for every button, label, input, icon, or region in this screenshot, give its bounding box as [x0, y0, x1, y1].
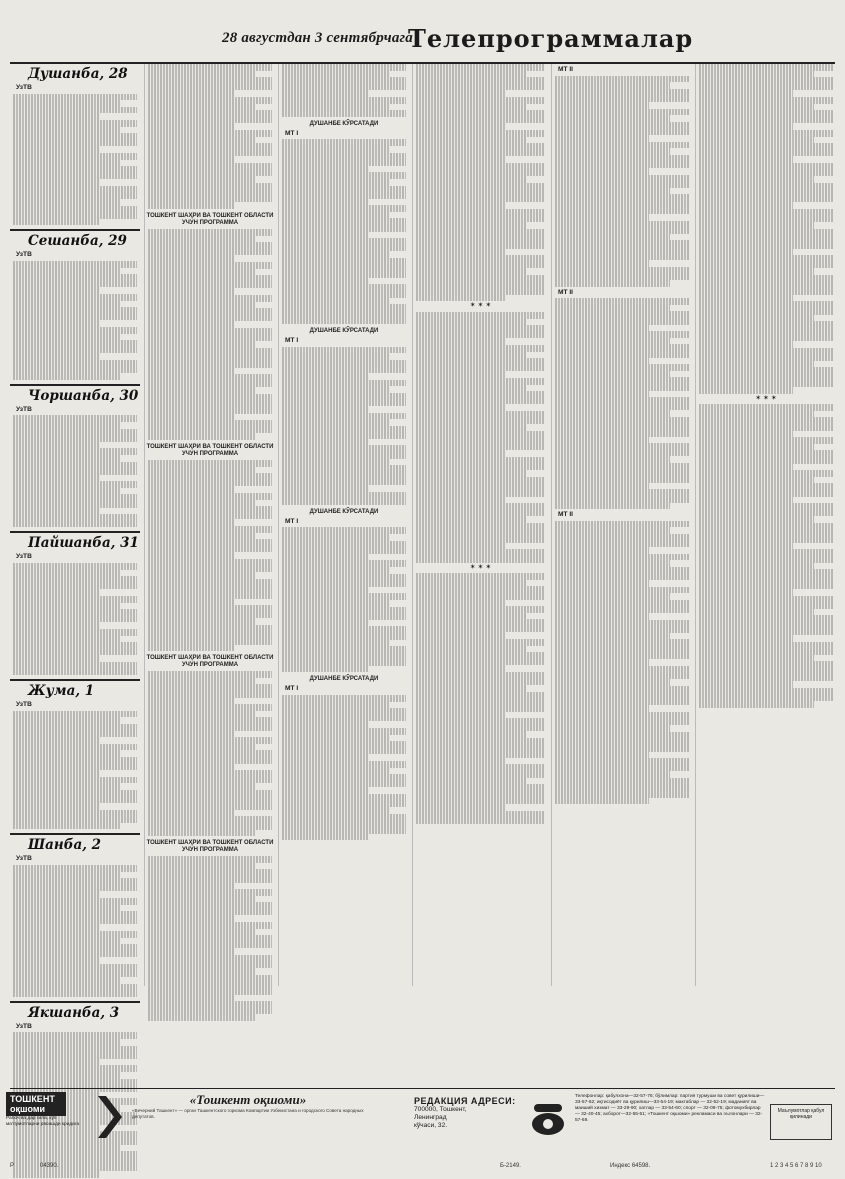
column-6 [695, 64, 836, 986]
program-list [279, 347, 409, 505]
day-heading: Якшанба, 3 [28, 1004, 120, 1021]
redaction-heading: РЕДАКЦИЯ АДРЕСИ: [414, 1096, 516, 1106]
header-title: Телепрограммалар [408, 24, 694, 53]
arrow-icon [96, 1092, 124, 1142]
program-list [10, 94, 140, 226]
paper-logo [6, 1092, 86, 1148]
program-list [552, 298, 692, 509]
section-heading: ДУШАНБЕ КЎРСАТАДИ [309, 120, 379, 127]
star-separator: ✶ ✶ ✶ [755, 394, 777, 402]
page-header [10, 22, 835, 64]
day-heading: Жума, 1 [28, 683, 95, 700]
program-list [279, 527, 409, 672]
column-4 [412, 64, 548, 986]
channel-label: УзТВ [16, 1022, 32, 1030]
program-list [279, 139, 409, 324]
telephone-icon [528, 1098, 568, 1138]
program-list [145, 856, 275, 1021]
section-heading: ТОШКЕНТ ШАҲРИ ВА ТОШКЕНТ ОБЛАСТИ УЧУН ПРОГРАММА [146, 444, 274, 458]
paper-description: «Вечерний Ташкент» — орган Ташкентского горкома Компартии Узбекистана и городского Совета народных депутатов. [132, 1108, 364, 1119]
channel-label: МТ II [558, 511, 574, 519]
program-list [10, 563, 140, 675]
channel-label: УзТВ [16, 553, 32, 561]
column-3 [278, 64, 409, 986]
day-heading: Чоршанба, 30 [28, 387, 139, 404]
channel-label: МТ I [285, 685, 299, 693]
channel-label: УзТВ [16, 84, 32, 91]
program-list [10, 865, 140, 997]
page-footer [10, 1160, 835, 1174]
program-list [10, 415, 140, 527]
paper-info [132, 1092, 364, 1120]
program-list [145, 64, 275, 209]
channel-label: УзТВ [16, 855, 32, 863]
schedule-columns [10, 64, 835, 1030]
column-5 [551, 64, 692, 986]
program-list [279, 64, 409, 117]
program-list [552, 521, 692, 805]
program-list [10, 711, 140, 830]
channel-label: МТ I [285, 129, 299, 137]
address-line: Ленинград [414, 1114, 447, 1121]
ad-box: Маълумотлар қабул қилинади [770, 1104, 832, 1140]
paper-name: «Тошкент оқшоми» [189, 1092, 307, 1107]
channel-label: МТ I [285, 517, 299, 525]
footer-left: Р [10, 1163, 15, 1169]
day-heading: Душанба, 28 [28, 66, 128, 82]
day-heading: Шанба, 2 [28, 837, 101, 854]
section-heading: ТОШКЕНТ ШАҲРИ ВА ТОШКЕНТ ОБЛАСТИ УЧУН ПРОГРАММА [146, 213, 274, 227]
channel-label: УзТВ [16, 701, 32, 709]
column-days [10, 64, 140, 1030]
channel-label: МТ II [558, 288, 574, 296]
telephone-numbers: Телефонлар: қабулхона—32-57-76; бўлимлар: партия турмуши ва совет қурилиши—33-57-62; иқтисодиёт ва қурилиш—33-54-19; мактаблар — 32-52-19; маданият ва маиший хизмат — 33-29-90; хатлар — 33-54-60; спорт — 32-09-75; фотомухбирлар — 32-40-45; ахборот—32-55-51; «Тошкент оқшоми» рекламаси ва эълонлари — 32-57-69. [575, 1094, 765, 1123]
program-list [145, 229, 275, 440]
program-list [413, 64, 548, 301]
address-line: 700000, Тошкент, [414, 1106, 467, 1113]
masthead-divider [10, 1088, 835, 1089]
channel-label: УзТВ [16, 405, 32, 413]
channel-label: МТ II [558, 66, 574, 73]
header-dates: 28 августдан 3 сентябрчага [222, 30, 413, 46]
program-list [145, 671, 275, 836]
day-heading: Сешанба, 29 [28, 233, 127, 250]
program-list [413, 573, 548, 824]
program-list [145, 460, 275, 651]
section-heading: ТОШКЕНТ ШАҲРИ ВА ТОШКЕНТ ОБЛАСТИ УЧУН ПРОГРАММА [146, 840, 274, 854]
footer-code: 04390. [40, 1163, 59, 1169]
star-separator: ✶ ✶ ✶ [469, 302, 492, 310]
program-list [10, 261, 140, 380]
footer-numbers: 1 2 3 4 5 6 7 8 9 10 [770, 1163, 822, 1169]
section-heading: ДУШАНБЕ КЎРСАТАДИ [309, 327, 379, 334]
program-list [696, 404, 836, 707]
footer-index: Индекс 64598. [610, 1163, 651, 1169]
program-list [696, 64, 836, 394]
program-list [413, 312, 548, 563]
footer-order: Б-2149. [500, 1163, 521, 1169]
redaction-address [414, 1096, 524, 1130]
section-heading: ДУШАНБЕ КЎРСАТАДИ [309, 676, 379, 683]
logo-text: ТОШКЕНТ оқшоми [6, 1092, 66, 1116]
channel-label: МТ I [285, 336, 299, 344]
section-heading: ТОШКЕНТ ШАҲРИ ВА ТОШКЕНТ ОБЛАСТИ УЧУН ПРОГРАММА [146, 655, 274, 669]
address-line: кўчаси, 32. [414, 1122, 448, 1129]
program-list [552, 76, 692, 287]
day-heading: Пайшанба, 31 [28, 535, 139, 552]
column-2 [144, 64, 275, 986]
channel-label: УзТВ [16, 251, 32, 259]
program-list [279, 695, 409, 840]
section-heading: ДУШАНБЕ КЎРСАТАДИ [309, 508, 379, 515]
logo-subtext: Рабоч ва дар гила, кўп ма'лумотларни рвоашди кридига [6, 1116, 80, 1127]
star-separator: ✶ ✶ ✶ [469, 563, 492, 571]
